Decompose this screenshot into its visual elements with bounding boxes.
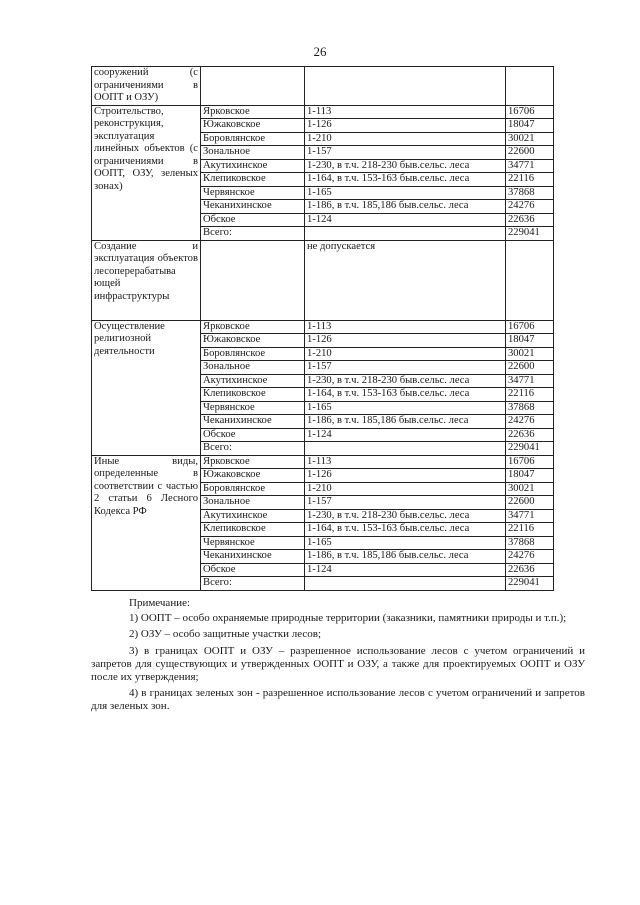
area-cell: 30021: [506, 132, 554, 146]
quarters-cell: 1-210: [305, 482, 506, 496]
area-cell: [506, 240, 554, 320]
forestry-cell: Боровлянское: [201, 347, 305, 361]
note-section: [91, 597, 585, 717]
forestry-cell: Всего:: [201, 227, 305, 241]
forestry-cell: Зональное: [201, 361, 305, 375]
quarters-cell: 1-124: [305, 213, 506, 227]
forestry-cell: Боровлянское: [201, 482, 305, 496]
area-cell: 37868: [506, 401, 554, 415]
quarters-cell: 1-126: [305, 469, 506, 483]
area-cell: 229041: [506, 227, 554, 241]
table-row: [92, 67, 554, 106]
forestry-cell: Чеканихинское: [201, 550, 305, 564]
forestry-cell: Ярковское: [201, 105, 305, 119]
forestry-cell: Акутихинское: [201, 509, 305, 523]
table-row: [92, 455, 554, 469]
quarters-cell: 1-164, в т.ч. 153-163 быв.сельс. леса: [305, 523, 506, 537]
forestry-cell: Южаковское: [201, 469, 305, 483]
note-title: Примечание:: [129, 597, 191, 609]
area-cell: 22636: [506, 563, 554, 577]
quarters-cell: 1-186, в т.ч. 185,186 быв.сельс. леса: [305, 415, 506, 429]
forestry-cell: Всего:: [201, 442, 305, 456]
area-cell: 22116: [506, 388, 554, 402]
quarters-cell: 1-165: [305, 536, 506, 550]
quarters-cell: 1-210: [305, 132, 506, 146]
quarters-cell: 1-186, в т.ч. 185,186 быв.сельс. леса: [305, 200, 506, 214]
forestry-cell: Южаковское: [201, 334, 305, 348]
page-number: 26: [313, 44, 327, 59]
area-cell: 16706: [506, 105, 554, 119]
quarters-cell: 1-113: [305, 320, 506, 334]
area-cell: 18047: [506, 334, 554, 348]
forestry-cell: Зональное: [201, 496, 305, 510]
area-cell: 30021: [506, 482, 554, 496]
quarters-cell: не допускается: [305, 240, 506, 320]
forestry-cell: Клепиковское: [201, 173, 305, 187]
area-cell: 22116: [506, 173, 554, 187]
area-cell: 34771: [506, 374, 554, 388]
quarters-cell: 1-113: [305, 455, 506, 469]
forestry-cell: Червянское: [201, 536, 305, 550]
forestry-cell: Обское: [201, 428, 305, 442]
forestry-cell: Клепиковское: [201, 523, 305, 537]
forestry-cell: [201, 67, 305, 106]
table-row: [92, 320, 554, 334]
quarters-cell: 1-210: [305, 347, 506, 361]
quarters-cell: 1-157: [305, 496, 506, 510]
forestry-cell: Южаковское: [201, 119, 305, 133]
forestry-cell: Чеканихинское: [201, 200, 305, 214]
area-cell: 37868: [506, 186, 554, 200]
forest-use-table: [91, 66, 554, 591]
forestry-cell: Зональное: [201, 146, 305, 160]
quarters-cell: 1-164, в т.ч. 153-163 быв.сельс. леса: [305, 388, 506, 402]
area-cell: 18047: [506, 469, 554, 483]
area-cell: 24276: [506, 200, 554, 214]
forestry-cell: [201, 240, 305, 320]
quarters-cell: 1-164, в т.ч. 153-163 быв.сельс. леса: [305, 173, 506, 187]
area-cell: 24276: [506, 415, 554, 429]
quarters-cell: 1-230, в т.ч. 218-230 быв.сельс. леса: [305, 159, 506, 173]
area-cell: 22600: [506, 146, 554, 160]
area-cell: 16706: [506, 455, 554, 469]
quarters-cell: 1-230, в т.ч. 218-230 быв.сельс. леса: [305, 509, 506, 523]
forestry-cell: Акутихинское: [201, 374, 305, 388]
area-cell: 34771: [506, 509, 554, 523]
quarters-cell: 1-157: [305, 146, 506, 160]
table-row: [92, 105, 554, 119]
category-cell: Создание и эксплуатация объектов лесоперерабатыва ющей инфраструктуры: [92, 240, 201, 320]
note-item: 2) ОЗУ – особо защитные участки лесов;: [129, 628, 322, 641]
quarters-cell: 1-186, в т.ч. 185,186 быв.сельс. леса: [305, 550, 506, 564]
forestry-cell: Клепиковское: [201, 388, 305, 402]
area-cell: 229041: [506, 442, 554, 456]
forestry-cell: Ярковское: [201, 455, 305, 469]
area-cell: 34771: [506, 159, 554, 173]
category-cell: Строительство, реконструкция, эксплуатация линейных объектов (с ограничениями в ООПТ, ОЗУ, зеленых зонах): [92, 105, 201, 240]
forestry-cell: Червянское: [201, 401, 305, 415]
area-cell: 18047: [506, 119, 554, 133]
quarters-cell: 1-165: [305, 186, 506, 200]
quarters-cell: 1-126: [305, 334, 506, 348]
forestry-cell: Всего:: [201, 577, 305, 591]
forestry-cell: Боровлянское: [201, 132, 305, 146]
category-cell: сооружений (с ограничениями в ООПТ и ОЗУ): [92, 67, 201, 106]
forestry-cell: Обское: [201, 563, 305, 577]
quarters-cell: 1-113: [305, 105, 506, 119]
quarters-cell: [305, 577, 506, 591]
note-item: 3) в границах ООПТ и ОЗУ – разрешенное использование лесов с учетом ограничений и запретов для существующих и утвержденных ООПТ и ОЗУ, а также для проектируемых ООПТ и ОЗУ после их утверждения;: [91, 644, 585, 684]
quarters-cell: 1-165: [305, 401, 506, 415]
area-cell: [506, 67, 554, 106]
quarters-cell: 1-124: [305, 428, 506, 442]
area-cell: 16706: [506, 320, 554, 334]
forestry-cell: Червянское: [201, 186, 305, 200]
area-cell: 22116: [506, 523, 554, 537]
quarters-cell: [305, 67, 506, 106]
forestry-cell: Ярковское: [201, 320, 305, 334]
note-item: 1) ООПТ – особо охраняемые природные территории (заказники, памятники природы и т.п.);: [129, 612, 567, 625]
area-cell: 229041: [506, 577, 554, 591]
quarters-cell: 1-126: [305, 119, 506, 133]
area-cell: 22600: [506, 361, 554, 375]
quarters-cell: [305, 227, 506, 241]
area-cell: 37868: [506, 536, 554, 550]
area-cell: 22636: [506, 428, 554, 442]
category-cell: Иные виды, определенные в соответствии с частью 2 статьи 6 Лесного Кодекса РФ: [92, 455, 201, 590]
forestry-cell: Чеканихинское: [201, 415, 305, 429]
quarters-cell: 1-124: [305, 563, 506, 577]
quarters-cell: 1-230, в т.ч. 218-230 быв.сельс. леса: [305, 374, 506, 388]
forestry-cell: Акутихинское: [201, 159, 305, 173]
area-cell: 24276: [506, 550, 554, 564]
quarters-cell: [305, 442, 506, 456]
area-cell: 22636: [506, 213, 554, 227]
quarters-cell: 1-157: [305, 361, 506, 375]
area-cell: 22600: [506, 496, 554, 510]
area-cell: 30021: [506, 347, 554, 361]
note-item: 4) в границах зеленых зон - разрешенное использование лесов с учетом ограничений и запретов для зеленых зон.: [91, 687, 585, 713]
table-row: [92, 240, 554, 320]
forestry-cell: Обское: [201, 213, 305, 227]
category-cell: Осуществление религиозной деятельности: [92, 320, 201, 455]
